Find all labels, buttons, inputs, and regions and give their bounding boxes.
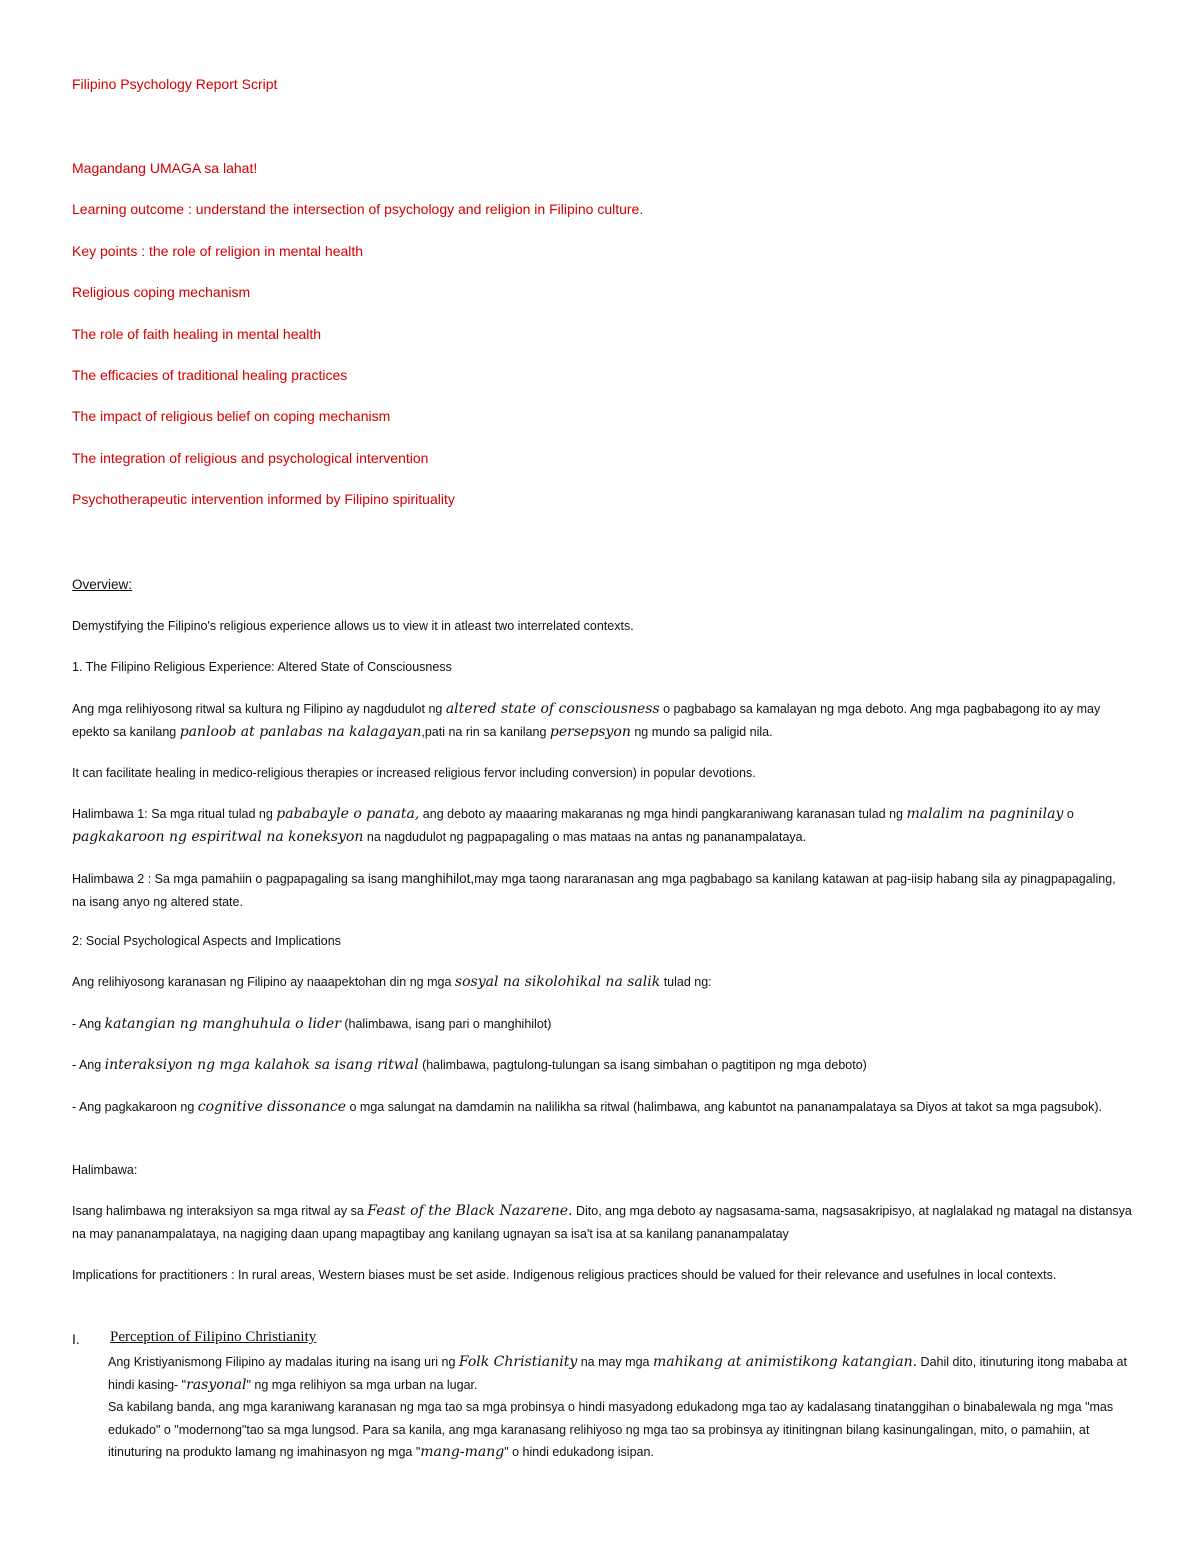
list-item: - Ang katangian ng manghuhula o lider (halimbawa, isang pari o manghihilot)	[72, 1016, 552, 1032]
overview-intro: Demystifying the Filipino's religious experience allows us to view it in atleast two interrelated contexts.	[72, 619, 634, 633]
key-point: The impact of religious belief on coping mechanism	[72, 408, 391, 424]
paragraph-altered-state: Ang mga relihiyosong ritwal sa kultura ng Filipino ay nagdudulot ng altered state of consciousness o pagbabago sa kamalayan ng mga deboto. Ang mga pagbabagong ito ay may epekto sa kanilang panloob at panlabas na kalagayan,pati na rin sa kanilang persepsyon ng mundo sa paligid nila.	[72, 701, 1101, 740]
example-2: Halimbawa 2 : Sa mga pamahiin o pagpapagaling sa isang manghihilot,may mga taong nararanasan ang mga pagbabago sa kanilang katawan at pag-iisip habang sila ay pinagpapagaling, na isang anyo ng altered state.	[72, 871, 1116, 909]
section2-title: 2: Social Psychological Aspects and Implications	[72, 934, 341, 948]
key-point: Psychotherapeutic intervention informed by Filipino spirituality	[72, 491, 455, 507]
paragraph-filipino-christianity: Ang Kristiyanismong Filipino ay madalas ituring na isang uri ng Folk Christianity na may mga mahikang at animistikong katangian. Dahil dito, itinuturing itong mababa at hindi kasing- "rasyonal" ng mga relihiyon sa mga urban na lugar. Sa kabilang banda, ang mga karaniwang karanasan ng mga tao sa mga probinsya o hindi masyadong edukadong mga tao ay kadalasang tinatanggihan o binabalewala ng mga "mas edukado" o "modernong"tao sa mga lungsod. Para sa kanila, ang mga karanasang relihiyoso ng mga tao sa probinsya ay itinitingnan bilang kasinungalingan, mito, o pamahiin, at itinuturing na produkto lamang ng imahinasyon ng mga "mang-mang" o hindi edukadong isipan.	[108, 1354, 1127, 1460]
section1-title: 1. The Filipino Religious Experience: Altered State of Consciousness	[72, 660, 452, 674]
list-item: - Ang interaksiyon ng mga kalahok sa isang ritwal (halimbawa, pagtulong-tulungan sa isang simbahan o pagtitipon ng mga deboto)	[72, 1057, 867, 1073]
paragraph-healing: It can facilitate healing in medico-religious therapies or increased religious fervor including conversion) in popular devotions.	[72, 766, 756, 780]
key-point: The efficacies of traditional healing practices	[72, 367, 348, 383]
key-point: Religious coping mechanism	[72, 284, 251, 300]
example-1: Halimbawa 1: Sa mga ritual tulad ng pababayle o panata, ang deboto ay maaaring makaranas ng mga hindi pangkaraniwang karanasan tulad ng malalim na pagninilay o pagkakaroon ng espiritwal na koneksyon na nagdudulot ng pagpapagaling o mas mataas na antas ng pananampalataya.	[72, 806, 1074, 845]
key-point: The role of faith healing in mental health	[72, 326, 322, 342]
halimbawa-label: Halimbawa:	[72, 1163, 138, 1177]
key-point: The integration of religious and psychological intervention	[72, 450, 429, 466]
paragraph-black-nazarene: Isang halimbawa ng interaksiyon sa mga ritwal ay sa Feast of the Black Nazarene. Dito, ang mga deboto ay nagsasama-sama, nagsasakripisyo, at naglalakad ng matagal na distansya na may pananampalataya, na nagiging daan upang mapagtibay ang kanilang ugnayan sa isa't isa at sa kanilang pananampalatay	[72, 1203, 1132, 1241]
overview-heading: Overview:	[72, 577, 133, 592]
document-title: Filipino Psychology Report Script	[72, 76, 278, 92]
greeting: Magandang UMAGA sa lahat!	[72, 160, 258, 176]
section-number: I.	[72, 1331, 80, 1347]
list-item: - Ang pagkakaroon ng cognitive dissonance o mga salungat na damdamin na nalilikha sa ritwal (halimbawa, ang kabuntot na pananampalataya sa Diyos at takot sa mga pagsubok).	[72, 1099, 1103, 1115]
learning-outcome: Learning outcome : understand the intersection of psychology and religion in Filipino culture.	[72, 201, 644, 217]
key-point: Key points : the role of religion in mental health	[72, 243, 364, 259]
section-title: Perception of Filipino Christianity	[110, 1329, 317, 1345]
implications-paragraph: Implications for practitioners : In rural areas, Western biases must be set aside. Indigenous religious practices should be valued for their relevance and usefulnes in local contexts.	[72, 1268, 1057, 1282]
paragraph-social-factors: Ang relihiyosong karanasan ng Filipino ay naaapektohan din ng mga sosyal na sikolohikal na salik tulad ng:	[72, 974, 712, 990]
